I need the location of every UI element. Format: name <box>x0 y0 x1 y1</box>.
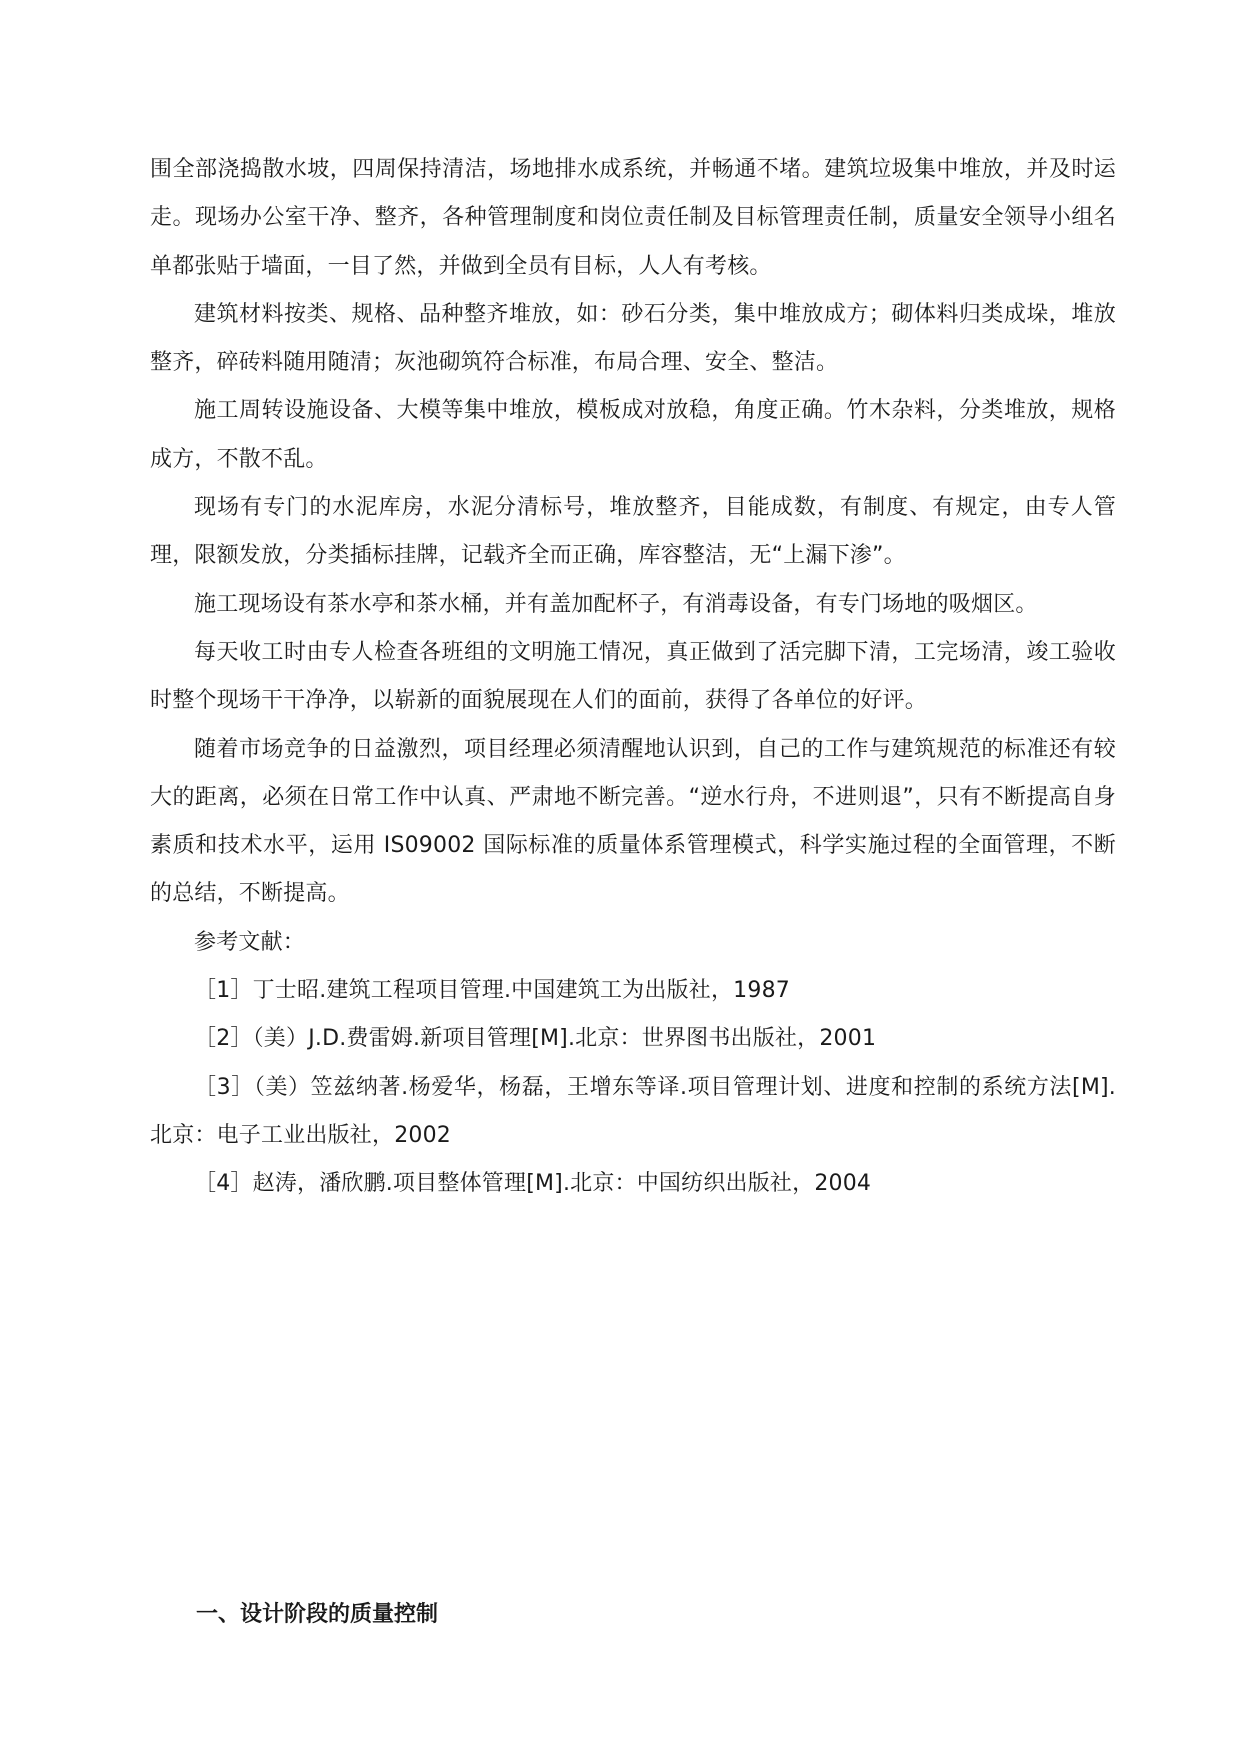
paragraph-cement-storage: 现场有专门的水泥库房，水泥分清标号，堆放整齐，目能成数，有制度、有规定，由专人管理，限额发放，分类插标挂牌，记载齐全而正确，库容整洁，无“上漏下渗”。 <box>150 495 1116 569</box>
references-label: 参考文献： <box>194 929 306 955</box>
paragraph-site-cleanliness: 围全部浇捣散水坡，四周保持清洁，场地排水成系统，并畅通不堵。建筑垃圾集中堆放，并及时运走。现场办公室干净、整齐，各种管理制度和岗位责任制及目标管理责任制，质量安全领导小组名单都张贴于墙面，一目了然，并做到全员有目标，人人有考核。 <box>150 157 1116 279</box>
reference-item-1: ［1］丁士昭.建筑工程项目管理.中国建筑工为出版社，1987 <box>194 978 790 1004</box>
paragraph-daily-inspection: 每天收工时由专人检查各班组的文明施工情况，真正做到了活完脚下清，工完场清，竣工验收时整个现场干干净净，以崭新的面貌展现在人们的面前，获得了各单位的好评。 <box>150 639 1116 714</box>
paragraph-equipment-stacking: 施工周转设施设备、大模等集中堆放，模板成对放稳，角度正确。竹木杂料，分类堆放，规格成方，不散不乱。 <box>150 398 1116 472</box>
paragraph-tea-kiosk: 施工现场设有茶水亭和茶水桶，并有盖加配杯子，有消毒设备，有专门场地的吸烟区。 <box>194 591 1038 617</box>
paragraph-material-stacking: 建筑材料按类、规格、品种整齐堆放，如：砂石分类，集中堆放成方；砌体料归类成垛，堆放整齐，碎砖料随用随清；灰池砌筑符合标准，布局合理、安全、整洁。 <box>150 301 1116 376</box>
reference-item-3: ［3］（美）笠兹纳著.杨爱华，杨磊，王增东等译.项目管理计划、进度和控制的系统方法[M].北京：电子工业出版社，2002 <box>150 1074 1116 1148</box>
section-heading: 一、设计阶段的质量控制 <box>196 1602 439 1627</box>
paragraph-conclusion: 随着市场竞争的日益激烈，项目经理必须清醒地认识到，自己的工作与建筑规范的标准还有较大的距离，必须在日常工作中认真、严肃地不断完善。“逆水行舟，不进则退”，只有不断提高自身素质和技术水平，运用 IS09002 国际标准的质量体系管理模式，科学实施过程的全面管理，不断的总结，不断提高。 <box>150 736 1116 907</box>
reference-item-4: ［4］赵涛，潘欣鹏.项目整体管理[M].北京：中国纺织出版社，2004 <box>194 1171 872 1197</box>
reference-item-2: ［2］（美）J.D.费雷姆.新项目管理[M].北京：世界图书出版社，2001 <box>194 1026 877 1052</box>
body-text <box>150 146 1116 1209</box>
